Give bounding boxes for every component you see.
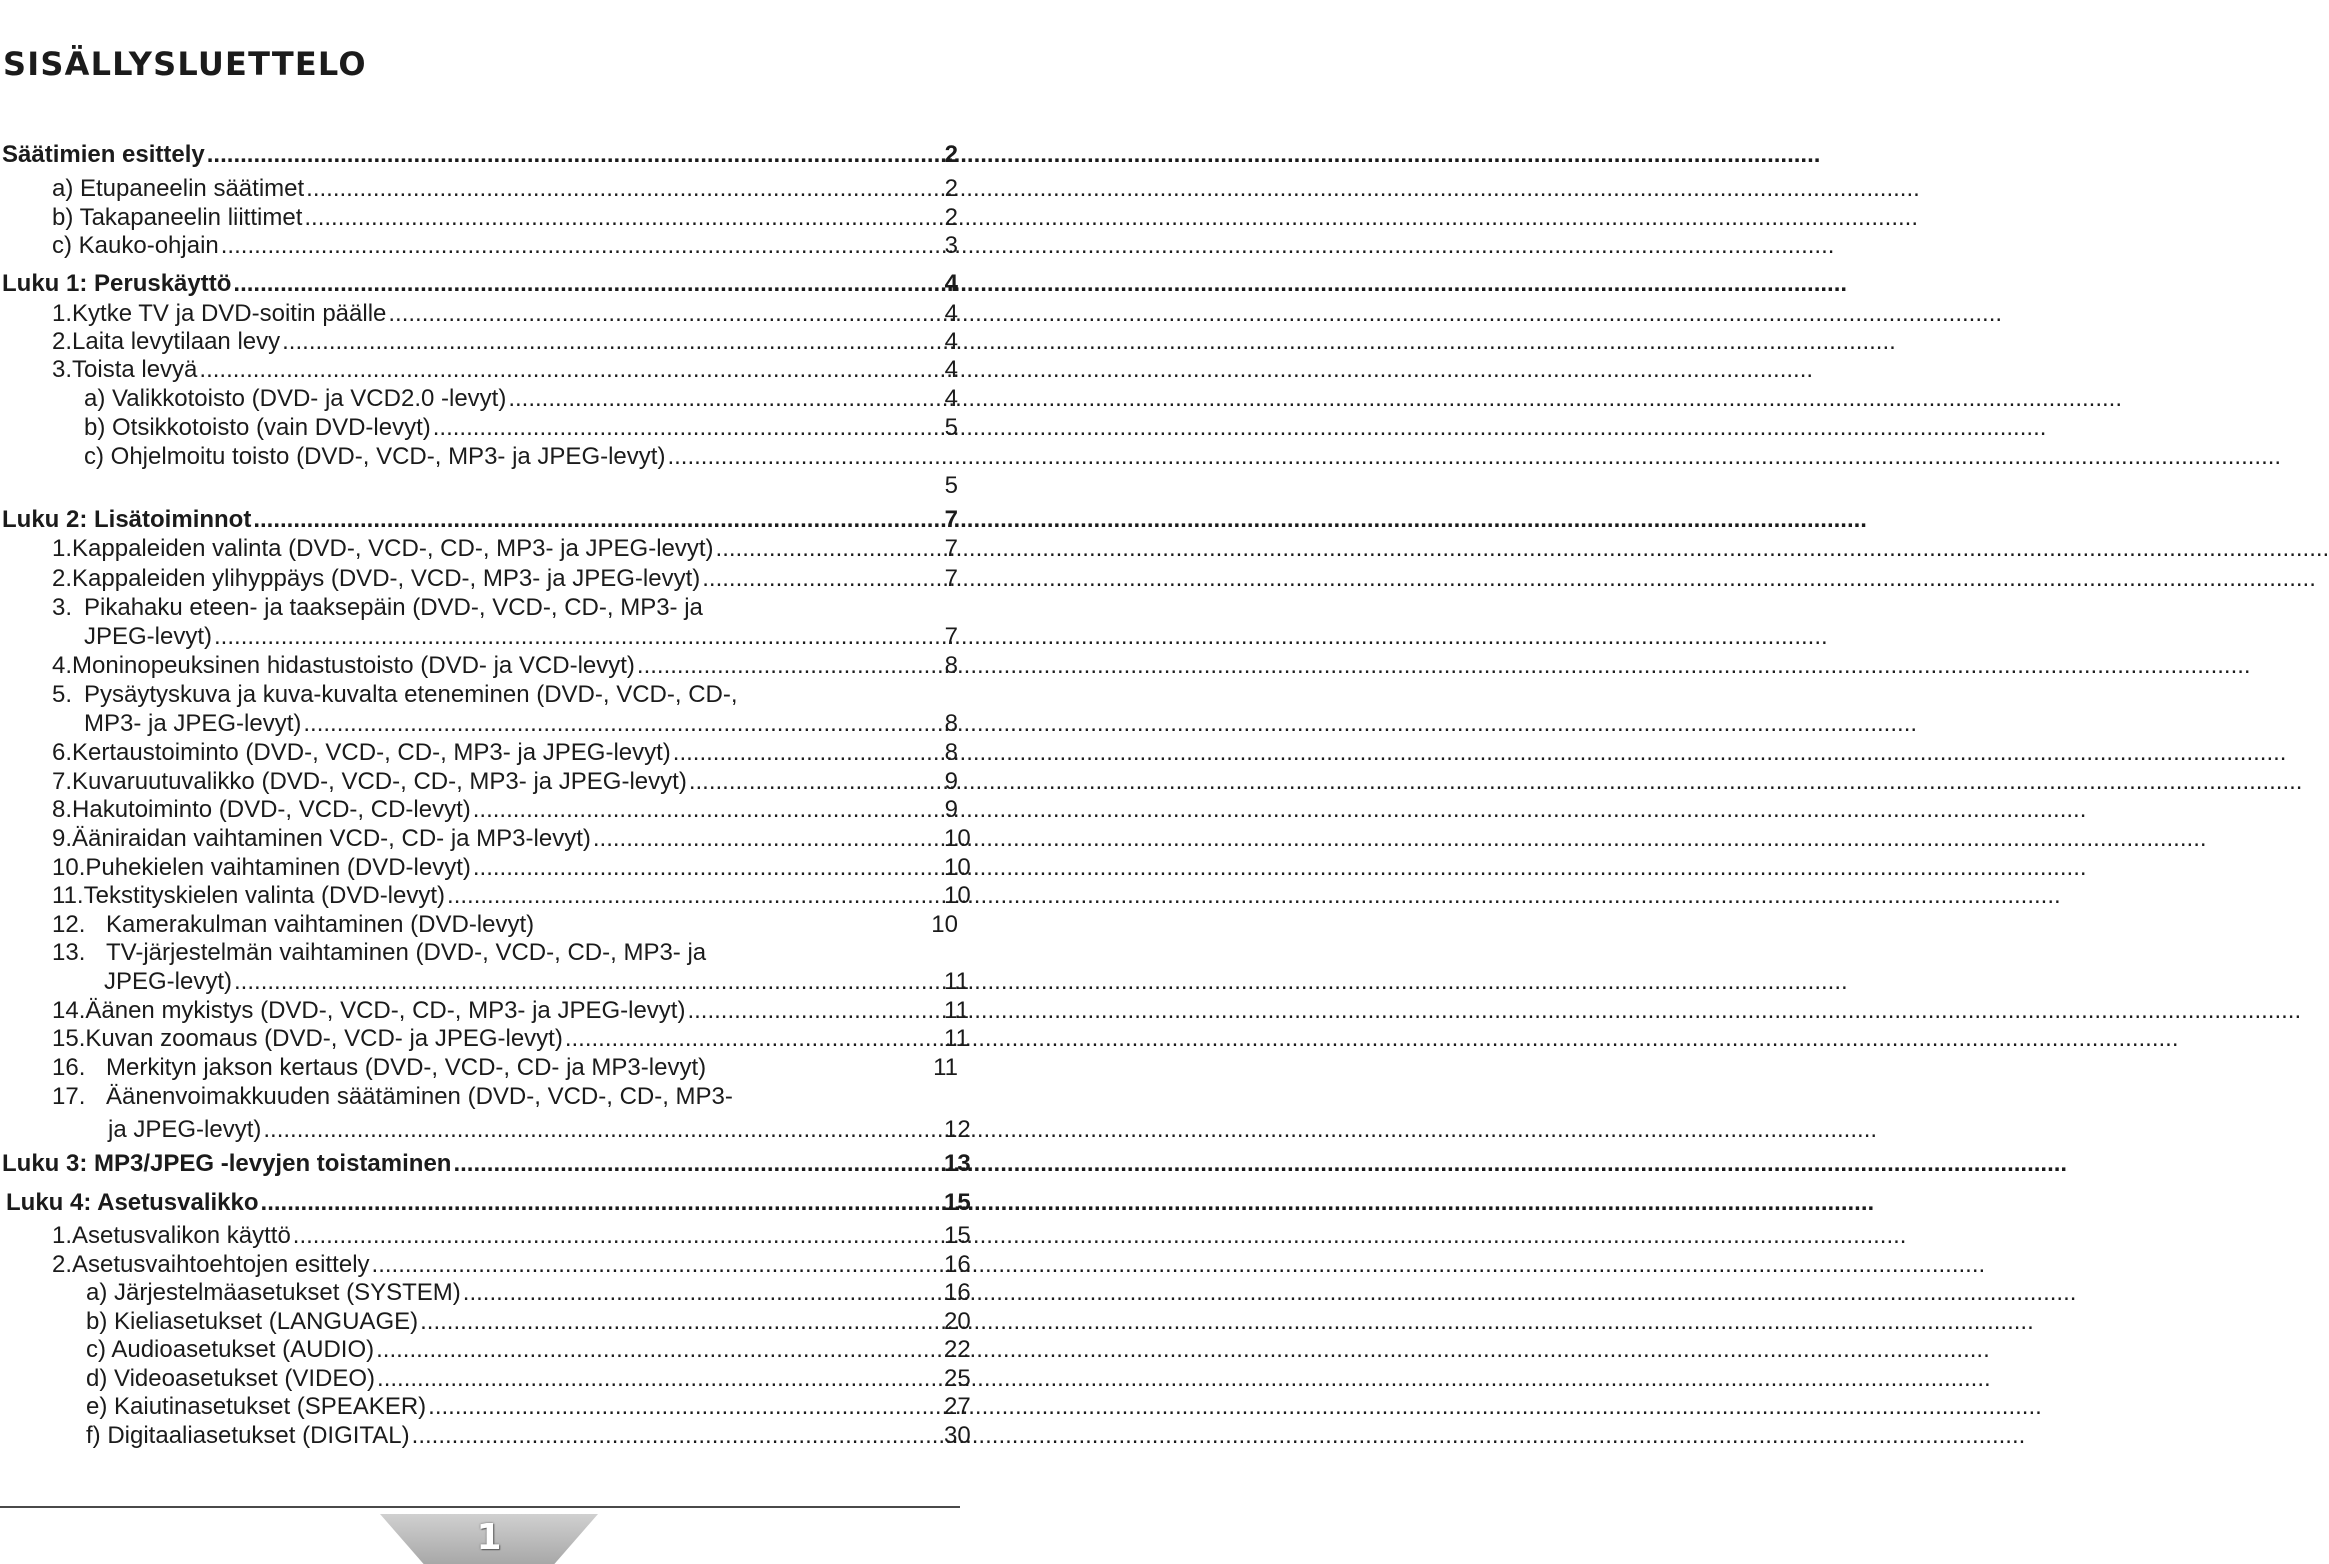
toc-entry [52, 231, 958, 260]
toc-entry-page: 4 [944, 328, 958, 355]
toc-entry-number: 6. [52, 739, 73, 766]
toc-entry-page: 9 [944, 768, 958, 795]
toc-entry-page: 11 [944, 997, 969, 1024]
footer-rule [0, 1506, 960, 1508]
toc-entry-page: 12 [944, 1116, 971, 1143]
leader-dots [388, 299, 942, 328]
toc-entry-text: Säätimien esittely [2, 141, 205, 168]
toc-entry [52, 910, 958, 939]
toc-entry [86, 1335, 971, 1364]
toc-entry-page: 5 [944, 414, 958, 441]
toc-entry [52, 853, 971, 882]
toc-entry [52, 824, 971, 853]
toc-entry [52, 355, 958, 384]
toc-entry-text: Äänenvoimakkuuden säätäminen (DVD-, VCD-, CD-, MP3- [106, 1083, 733, 1110]
toc-entry-text: Asetusvalikon käyttö [72, 1222, 291, 1249]
toc-entry [84, 709, 958, 738]
toc-entry-page: 7 [944, 535, 958, 562]
toc-entry-text: Kappaleiden valinta (DVD-, VCD-, CD-, MP3- ja JPEG-levyt) [72, 535, 714, 562]
toc-entry-page: 7 [944, 565, 958, 592]
toc-entry [52, 1221, 971, 1250]
leader-dots [372, 1250, 942, 1279]
leader-dots [433, 413, 942, 442]
toc-entry-text: b) Kieliasetukset (LANGUAGE) [86, 1308, 419, 1335]
toc-entry-text: a) Etupaneelin säätimet [52, 175, 305, 202]
toc-entry-page: 2 [944, 175, 958, 202]
toc-entry-text: c) Audioasetukset (AUDIO) [86, 1336, 375, 1363]
toc-entry-page: 10 [944, 825, 971, 852]
leader-dots [463, 1278, 942, 1307]
toc-entry-number: 17. [52, 1083, 86, 1110]
leader-dots [508, 384, 942, 413]
toc-entry [84, 413, 958, 442]
toc-entry-number: 5. [52, 681, 73, 708]
page-title: SISÄLLYSLUETTELO [3, 45, 367, 83]
toc-entry [84, 442, 958, 471]
toc-entry-page: 11 [933, 1054, 958, 1081]
leader-dots [473, 853, 942, 882]
toc-entry-text: a) Järjestelmäasetukset (SYSTEM) [86, 1279, 461, 1306]
toc-entry [2, 140, 958, 169]
toc-entry-text: Asetusvaihtoehtojen esittely [72, 1251, 370, 1278]
toc-entry-text: Kertaustoiminto (DVD-, VCD-, CD-, MP3- ja JPEG-levyt) [72, 739, 671, 766]
toc-entry [52, 1024, 969, 1053]
leader-dots [420, 1307, 942, 1336]
toc-entry-number: 10. [52, 854, 86, 881]
toc-entry [86, 1307, 971, 1336]
leader-dots [689, 767, 942, 796]
toc-entry-number: 12. [52, 911, 86, 938]
toc-entry-page: 2 [944, 204, 958, 231]
toc-entry-page: 8 [944, 710, 958, 737]
leader-dots [687, 996, 942, 1025]
leader-dots [412, 1421, 942, 1450]
leader-dots [233, 269, 942, 298]
toc-entry [52, 174, 958, 203]
toc-entry-text: ja JPEG-levyt) [108, 1116, 262, 1143]
toc-entry [52, 795, 958, 824]
toc-entry-page: 15 [944, 1222, 971, 1249]
toc-entry [108, 1115, 971, 1144]
toc-entry [52, 1053, 958, 1082]
toc-entry-number: 1. [52, 300, 73, 327]
leader-dots [306, 174, 942, 203]
leader-dots [377, 1364, 942, 1393]
toc-entry [52, 767, 958, 796]
leader-dots [667, 442, 956, 471]
toc-entry [2, 505, 958, 534]
toc-entry-text: Luku 1: Peruskäyttö [2, 270, 232, 297]
toc-entry-text: c) Ohjelmoitu toisto (DVD-, VCD-, MP3- ja JPEG-levyt) [84, 443, 666, 470]
toc-entry [86, 1392, 971, 1421]
leader-dots [221, 231, 942, 260]
toc-entry-page: 16 [944, 1251, 971, 1278]
leader-dots [234, 967, 942, 996]
leader-dots [376, 1335, 942, 1364]
toc-entry-number: 4. [52, 652, 73, 679]
leader-dots [263, 1115, 942, 1144]
toc-entry [6, 1188, 971, 1217]
leader-dots [593, 824, 942, 853]
toc-entry-text: TV-järjestelmän vaihtaminen (DVD-, VCD-, CD-, MP3- ja [106, 939, 707, 966]
leader-dots [453, 1149, 942, 1178]
leader-dots [473, 795, 942, 824]
toc-entry-text: Kytke TV ja DVD-soitin päälle [72, 300, 387, 327]
leader-dots [199, 355, 942, 384]
toc-entry [52, 1250, 971, 1279]
toc-entry-text: JPEG-levyt) [104, 968, 233, 995]
toc-entry-page: 4 [944, 385, 958, 412]
toc-entry-text: Luku 3: MP3/JPEG -levyjen toistaminen [2, 1150, 452, 1177]
toc-entry-number: 13. [52, 939, 86, 966]
toc-entry-text: Pikahaku eteen- ja taaksepäin (DVD-, VCD-, CD-, MP3- ja [84, 594, 703, 621]
toc-entry-number: 16. [52, 1054, 86, 1081]
toc-entry-text: Äänen mykistys (DVD-, VCD-, CD-, MP3- ja JPEG-levyt) [85, 997, 686, 1024]
leader-dots [702, 564, 942, 593]
toc-entry-number: 9. [52, 825, 73, 852]
toc-entry [52, 680, 958, 709]
leader-dots [293, 1221, 942, 1250]
toc-entry [52, 564, 958, 593]
toc-entry [52, 881, 971, 910]
page-number: 1 [476, 1517, 502, 1558]
leader-dots [447, 881, 942, 910]
toc-entry [52, 593, 958, 622]
toc-entry-text: b) Takapaneelin liittimet [52, 204, 303, 231]
leader-dots [304, 203, 942, 232]
leader-dots [253, 505, 942, 534]
toc-entry-number: 2. [52, 565, 73, 592]
toc-entry-page: 16 [944, 1279, 971, 1306]
leader-dots [282, 327, 942, 356]
toc-entry [86, 1278, 971, 1307]
toc-entry [52, 938, 958, 967]
toc-entry [0, 471, 958, 500]
toc-entry-text: b) Otsikkotoisto (vain DVD-levyt) [84, 414, 431, 441]
toc-entry-page: 9 [944, 796, 958, 823]
table-of-contents [0, 0, 971, 1564]
leader-dots [261, 1188, 942, 1217]
toc-entry-text: Ääniraidan vaihtaminen VCD-, CD- ja MP3-levyt) [72, 825, 591, 852]
toc-entry-text: Merkityn jakson kertaus (DVD-, VCD-, CD- ja MP3-levyt) [106, 1054, 707, 1081]
toc-entry-page: 4 [944, 270, 958, 297]
toc-entry-page: 22 [944, 1336, 971, 1363]
toc-entry [52, 996, 969, 1025]
toc-entry-number: 2. [52, 1251, 73, 1278]
toc-entry-page: 11 [944, 1025, 969, 1052]
toc-entry [84, 384, 958, 413]
toc-entry-number: 2. [52, 328, 73, 355]
toc-entry-page: 8 [944, 652, 958, 679]
toc-entry-text: Luku 2: Lisätoiminnot [2, 506, 252, 533]
toc-entry [2, 1149, 971, 1178]
toc-entry-text: Pysäytyskuva ja kuva-kuvalta eteneminen (DVD-, VCD-, CD-, [84, 681, 738, 708]
toc-entry-text: e) Kaiutinasetukset (SPEAKER) [86, 1393, 427, 1420]
toc-entry [52, 203, 958, 232]
toc-entry-number: 15. [52, 1025, 86, 1052]
toc-entry [52, 1082, 958, 1111]
toc-entry-page: 10 [944, 854, 971, 881]
toc-entry-text: JPEG-levyt) [84, 623, 213, 650]
toc-entry [86, 1364, 971, 1393]
toc-entry-text: Luku 4: Asetusvalikko [6, 1189, 259, 1216]
toc-entry-text: Moninopeuksinen hidastustoisto (DVD- ja VCD-levyt) [72, 652, 635, 679]
toc-entry-page: 2 [944, 141, 958, 168]
toc-entry-text: Kappaleiden ylihyppäys (DVD-, VCD-, MP3- ja JPEG-levyt) [72, 565, 701, 592]
toc-entry-text: Toista levyä [72, 356, 198, 383]
toc-entry-page: 4 [944, 356, 958, 383]
toc-entry-text: Kamerakulman vaihtaminen (DVD-levyt) [106, 911, 535, 938]
toc-entry-page: 10 [931, 911, 958, 938]
toc-entry [52, 299, 958, 328]
toc-entry-text: f) Digitaaliasetukset (DIGITAL) [86, 1422, 410, 1449]
leader-dots [716, 534, 942, 563]
toc-entry-page: 10 [944, 882, 971, 909]
toc-entry-page: 5 [944, 472, 958, 499]
toc-entry-page: 30 [944, 1422, 971, 1449]
toc-entry-text: MP3- ja JPEG-levyt) [84, 710, 302, 737]
toc-entry-text: Laita levytilaan levy [72, 328, 281, 355]
toc-entry [52, 327, 958, 356]
leader-dots [428, 1392, 942, 1421]
toc-entry-number: 8. [52, 796, 73, 823]
toc-entry-number: 7. [52, 768, 73, 795]
toc-entry-page: 7 [944, 506, 958, 533]
leader-dots [303, 709, 942, 738]
toc-entry-number: 3. [52, 356, 73, 383]
leader-dots [565, 1024, 942, 1053]
toc-entry-page: 13 [944, 1150, 971, 1177]
toc-entry-number: 14. [52, 997, 86, 1024]
toc-entry [104, 967, 969, 996]
leader-dots [673, 738, 942, 767]
leader-dots [207, 140, 942, 169]
toc-entry-page: 8 [944, 739, 958, 766]
toc-entry-page: 20 [944, 1308, 971, 1335]
toc-entry [2, 269, 958, 298]
toc-entry-text: Puhekielen vaihtaminen (DVD-levyt) [85, 854, 471, 881]
toc-entry-number: 3. [52, 594, 73, 621]
toc-entry-text: Hakutoiminto (DVD-, VCD-, CD-levyt) [72, 796, 471, 823]
toc-entry-number: 1. [52, 535, 73, 562]
toc-entry [86, 1421, 971, 1450]
toc-entry-text: a) Valikkotoisto (DVD- ja VCD2.0 -levyt) [84, 385, 507, 412]
toc-entry-text: Kuvan zoomaus (DVD-, VCD- ja JPEG-levyt) [85, 1025, 563, 1052]
toc-entry [84, 622, 958, 651]
toc-entry-text: Tekstityskielen valinta (DVD-levyt) [83, 882, 446, 909]
toc-entry-text: Kuvaruutuvalikko (DVD-, VCD-, CD-, MP3- ja JPEG-levyt) [72, 768, 687, 795]
toc-entry-page: 4 [944, 300, 958, 327]
leader-dots [214, 622, 942, 651]
toc-entry-text: c) Kauko-ohjain [52, 232, 219, 259]
toc-entry-page: 15 [944, 1189, 971, 1216]
toc-entry-page: 27 [944, 1393, 971, 1420]
toc-entry [52, 738, 958, 767]
toc-entry-page: 7 [944, 623, 958, 650]
toc-entry-number: 11. [52, 882, 84, 909]
leader-dots [637, 651, 942, 680]
toc-entry [52, 534, 958, 563]
toc-entry-page: 11 [944, 968, 969, 995]
toc-entry-number: 1. [52, 1222, 73, 1249]
toc-entry [52, 651, 958, 680]
toc-entry-page: 3 [944, 232, 958, 259]
toc-entry-page: 25 [944, 1365, 971, 1392]
toc-entry-text: d) Videoasetukset (VIDEO) [86, 1365, 376, 1392]
